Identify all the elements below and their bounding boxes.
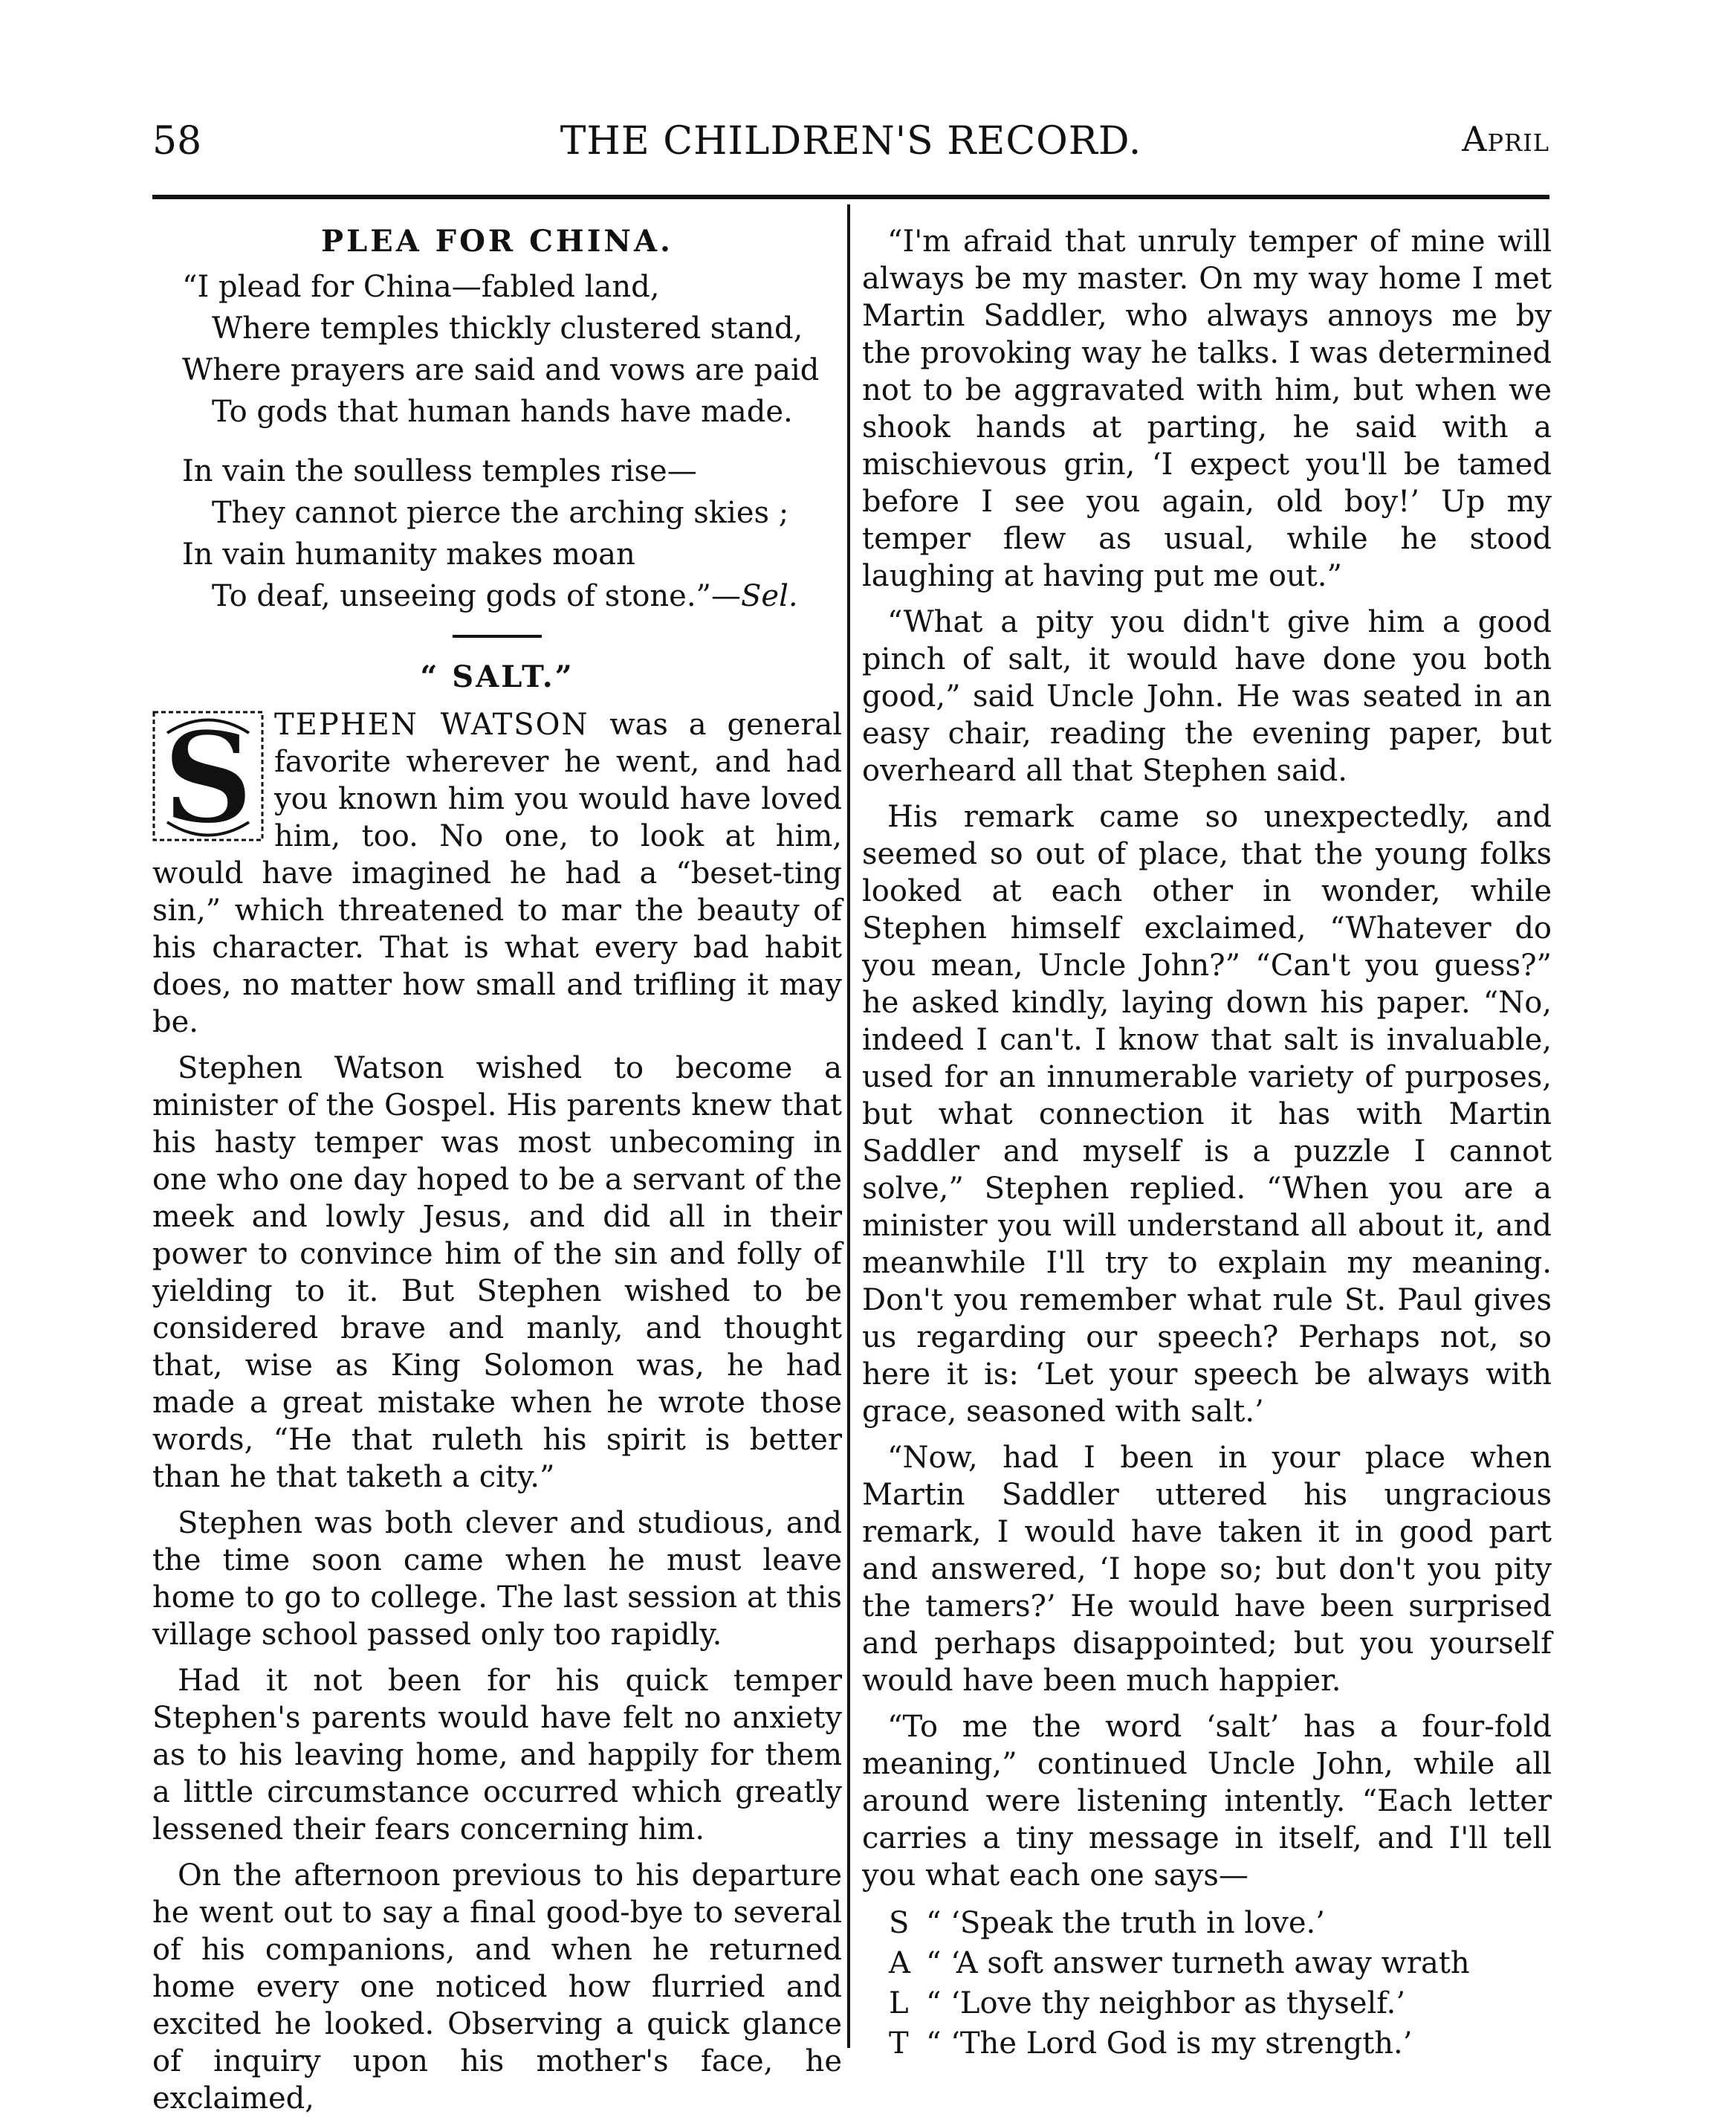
story-paragraph: “Now, had I been in your place when Martin Saddler uttered his ungracious remark, I would have taken it in good part and answered, ‘I hope so; but don't you pity the tamers?’ He would have been surprised and perhaps disappointed; but you yourself would have been much happier.	[862, 1441, 1552, 1698]
acrostic-letter: S	[889, 1906, 910, 1940]
story-paragraph: His remark came so unexpectedly, and seemed so out of place, that the young folks looked at each other in wonder, while Stephen himself exclaimed, “Whatever do you mean, Uncle John?” “Can't you guess?” he asked kindly, laying down his paper. “No, indeed I can't. I know that salt is invaluable, used for an innumerable variety of purposes, but what connection it has with Martin Saddler and myself is a puzzle I cannot solve,” Stephen replied. “When you are a minister you will understand all about it, and meanwhile I'll try to explain my meaning. Don't you remember what rule St. Paul gives us regarding our speech? Perhaps not, so here it is: ‘Let your speech be always with grace, seasoned with salt.’	[862, 800, 1552, 1429]
acrostic-text: “ ‘The Lord God is my strength.’	[926, 2026, 1413, 2061]
poem-line: “I plead for China—fabled land,	[182, 270, 660, 304]
running-title: THE CHILDREN'S RECORD.	[560, 119, 1142, 164]
acrostic-letter: A	[889, 1946, 910, 1980]
right-column	[862, 223, 1552, 2064]
poem-line-text: To deaf, unseeing gods of stone.”—	[212, 579, 741, 613]
column-divider	[847, 204, 850, 2048]
story-paragraph: “What a pity you didn't give him a good pinch of salt, it would have done you both good,” said Uncle John. He was seated in an easy chair, reading the evening paper, but overheard all that Stephen said.	[862, 605, 1552, 788]
month-label: April	[1462, 119, 1549, 159]
story-paragraph	[152, 706, 842, 1041]
poem-title: PLEA FOR CHINA.	[321, 224, 673, 259]
story-paragraph: Stephen Watson wished to become a minister of the Gospel. His parents knew that his hasty temper was most unbecoming in one who one day hoped to be a servant of the meek and lowly Jesus, and did all in their power to convince him of the sin and folly of yielding to it. But Stephen wished to be considered brave and manly, and thought that, wise as King Solomon was, he had made a great mistake when he wrote those words, “He that ruleth his spirit is better than he that taketh a city.”	[152, 1051, 842, 1494]
section-separator	[453, 635, 542, 638]
story-paragraph: Had it not been for his quick temper Stephen's parents would have felt no anxiety as to his leaving home, and happily for them a little circumstance occurred which greatly lessened their fears concerning him.	[152, 1664, 842, 1846]
opening-caps: TEPHEN WATSON	[274, 708, 589, 742]
poem-line: To gods that human hands have made.	[212, 395, 793, 429]
acrostic-line	[889, 1983, 1552, 2023]
page-number: 58	[152, 119, 202, 164]
left-column	[152, 223, 842, 2126]
poem-line: In vain the soulless temples rise—	[182, 454, 697, 488]
poem-line: In vain humanity makes moan	[182, 537, 635, 572]
acrostic-text: “ ‘Speak the truth in love.’	[926, 1906, 1325, 1940]
poem-line: Where temples thickly clustered stand,	[212, 311, 803, 346]
story-paragraph: “I'm afraid that unruly temper of mine will always be my master. On my way home I met Martin Saddler, who always annoys me by the provoking way he talks. I was determined not to be aggravated with him, but when we shook hands at parting, he said with a mischievous grin, ‘I expect you'll be tamed before I see you again, old boy!’ Up my temper flew as usual, while he stood laughing at having put me out.”	[862, 224, 1552, 593]
page-header	[152, 119, 1549, 178]
story-paragraph: On the afternoon previous to his departure he went out to say a final good-bye to several of his companions, and when he returned home every one noticed how flurried and excited he looked. Observing a quick glance of inquiry upon his mother's face, he exclaimed,	[152, 1858, 842, 2116]
story-title: “ SALT.”	[420, 659, 574, 694]
acrostic-text: “ ‘Love thy neighbor as thyself.’	[926, 1986, 1406, 2020]
story-paragraph: “To me the word ‘salt’ has a four-fold meaning,” continued Uncle John, while all around were listening intently. “Each letter carries a tiny message in itself, and I'll tell you what each one says—	[862, 1710, 1552, 1893]
acrostic-text: “ ‘A soft answer turneth away wrath	[926, 1946, 1470, 1980]
acrostic-letter: L	[889, 1986, 909, 2020]
poem-attribution: Sel.	[741, 579, 798, 613]
poem-stanza-2	[182, 450, 842, 617]
header-rule	[152, 195, 1549, 199]
story-paragraph: Stephen was both clever and studious, and the time soon came when he must leave home to go to college. The last session at this village school passed only too rapidly.	[152, 1506, 842, 1652]
poem-line: Where prayers are said and vows are paid	[182, 353, 820, 387]
opening-text: was a general favorite wherever he went, and had you known him you would have loved him, too. No one, to look at him, would have imagined he had a “beset-ting sin,” which threatened to mar the beauty of his character. That is what every bad habit does, no matter how small and trifling it may be.	[152, 708, 842, 1039]
poem-stanza-1	[182, 266, 842, 433]
acrostic-line	[889, 1903, 1552, 1943]
acrostic-line	[889, 1943, 1552, 1983]
poem-line	[182, 575, 842, 617]
ornamental-dropcap-s-icon	[152, 711, 264, 841]
acrostic-line	[889, 2023, 1552, 2064]
acrostic-letter: T	[889, 2026, 909, 2061]
svg-text:S: S	[162, 711, 254, 841]
poem-line: They cannot pierce the arching skies ;	[212, 496, 789, 530]
